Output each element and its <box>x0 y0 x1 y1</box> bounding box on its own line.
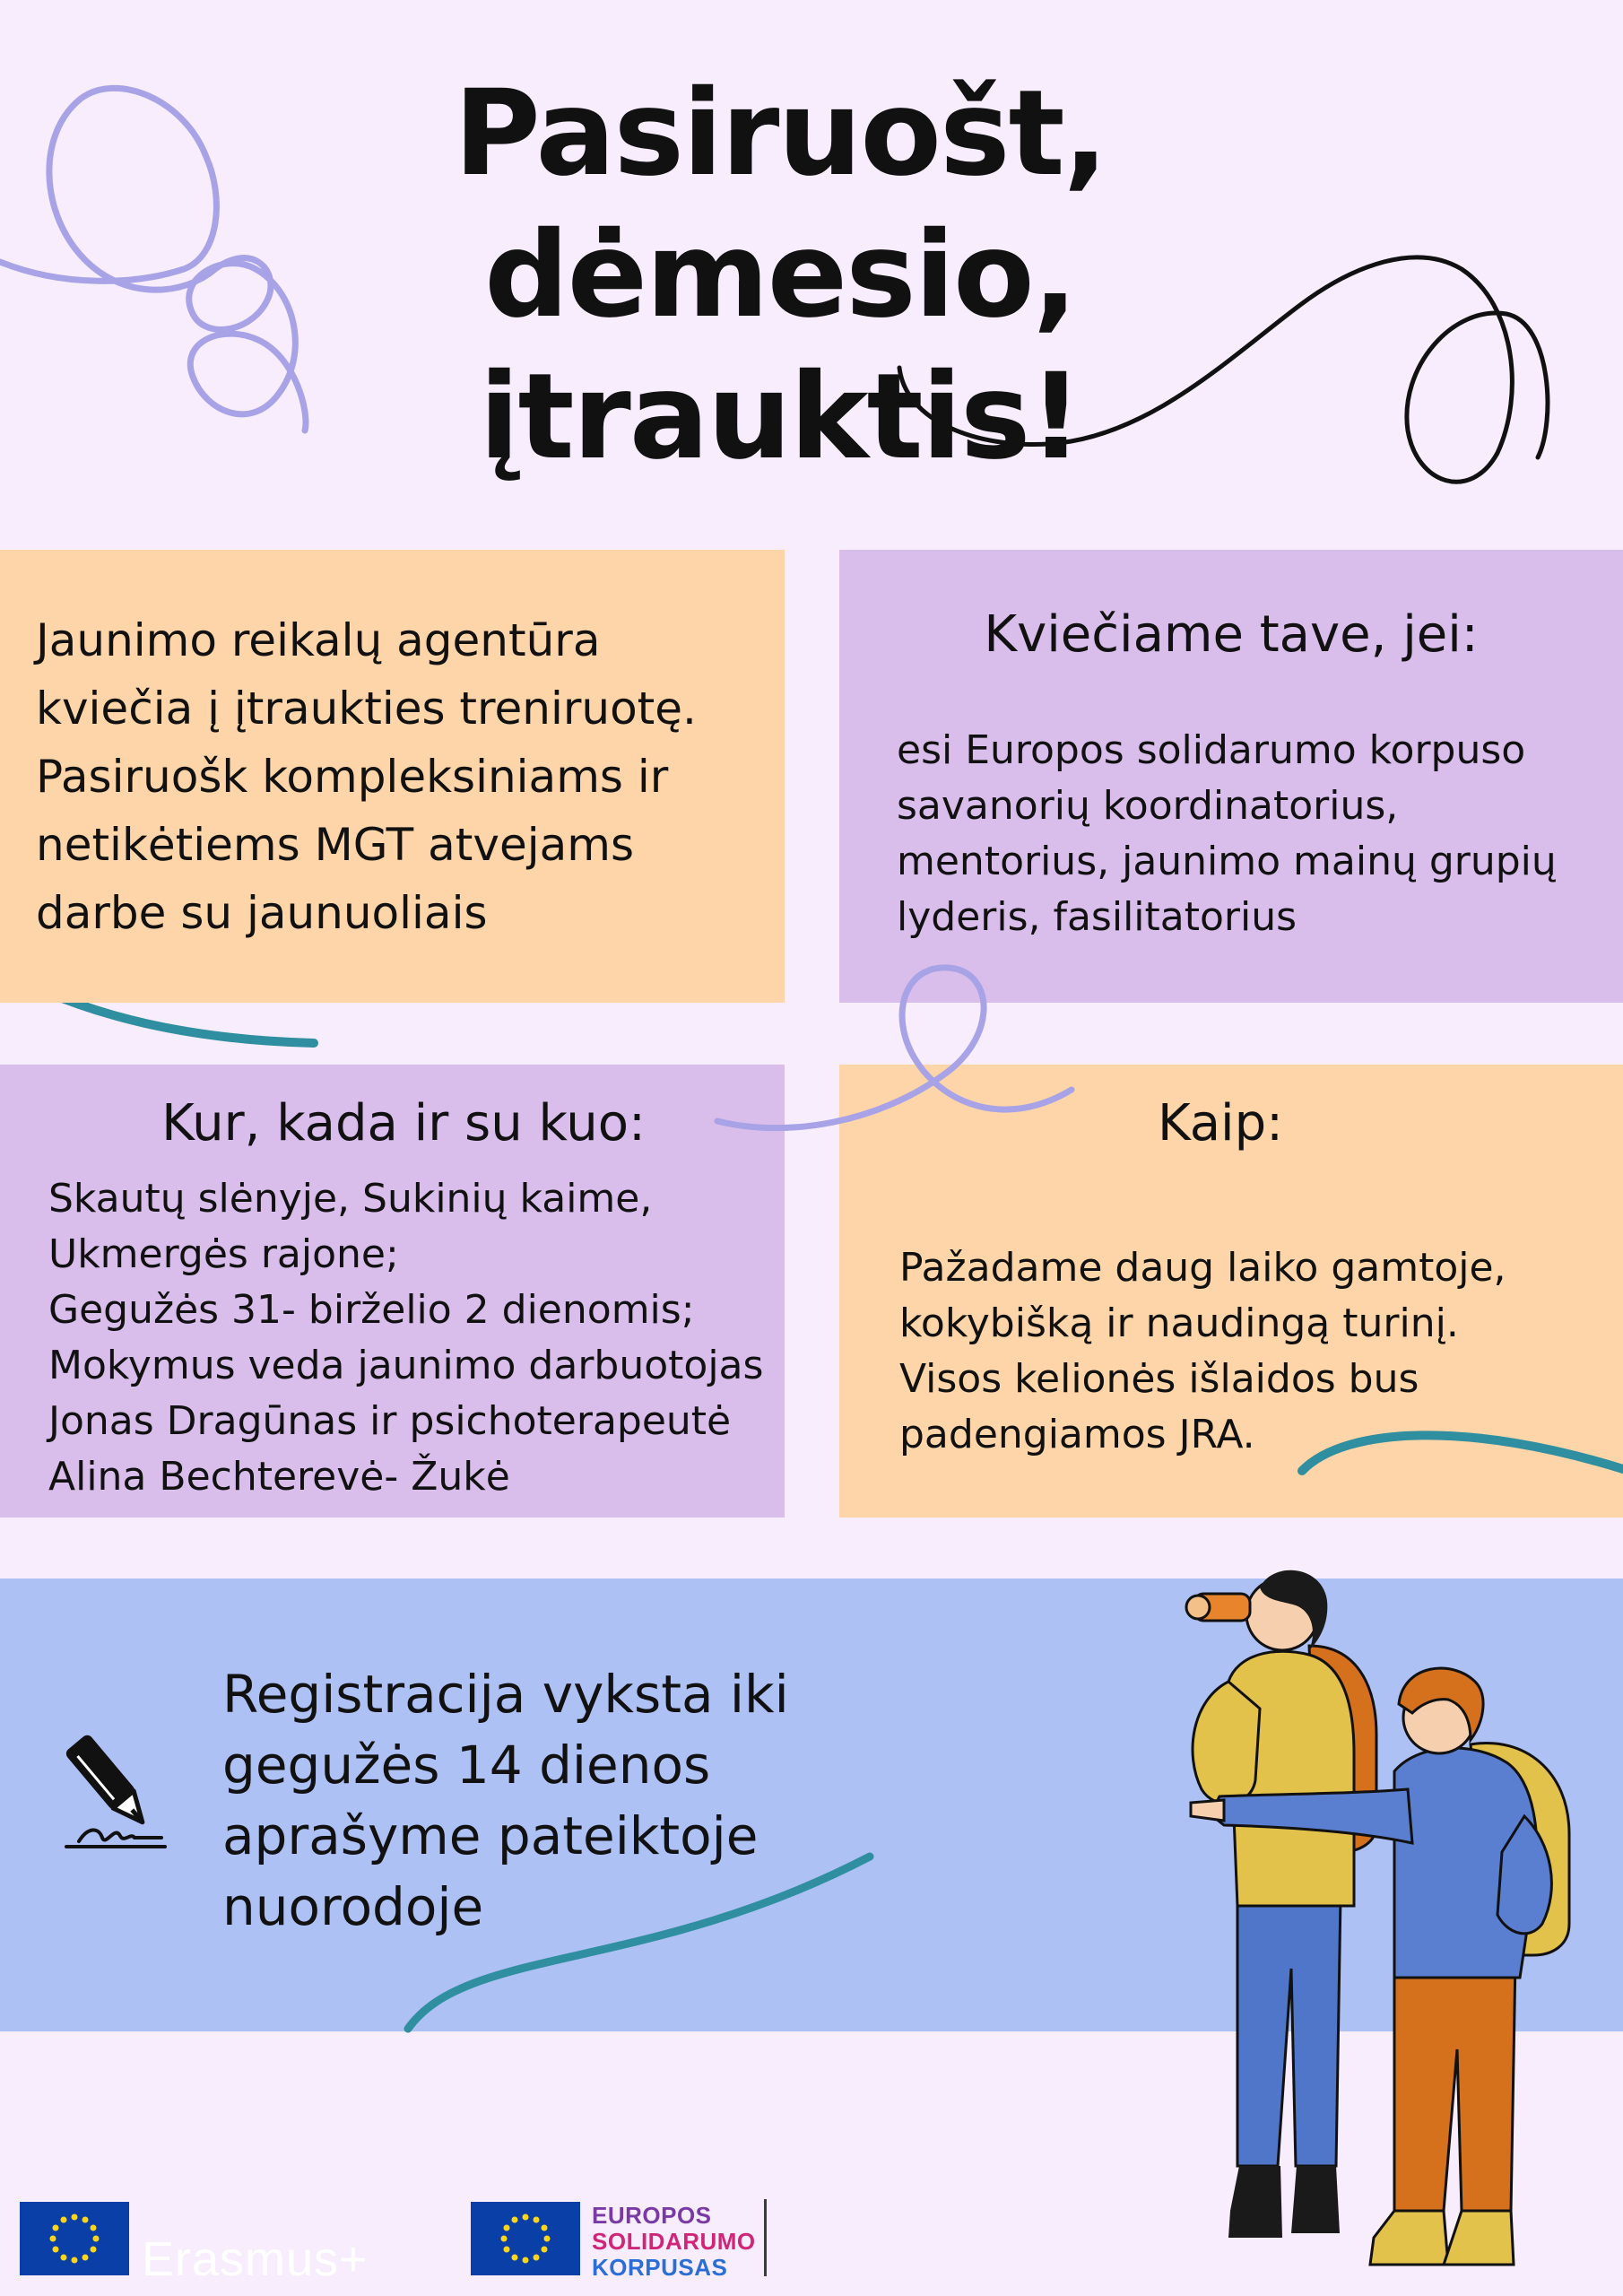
title-line-2: įtrauktis! <box>479 348 1081 486</box>
esc-logo-divider <box>764 2199 767 2276</box>
where-heading: Kur, kada ir su kuo: <box>161 1094 646 1152</box>
intro-line: netikėtiems MGT atvejams <box>36 819 634 871</box>
erasmus-eu-flag <box>20 2202 129 2275</box>
invite-line: esi Europos solidarumo korpuso <box>897 727 1526 773</box>
esc-eu-flag <box>471 2202 580 2275</box>
eu-stars <box>501 2214 551 2264</box>
eu-stars <box>50 2214 100 2264</box>
how-line: kokybišką ir naudingą turinį. <box>899 1300 1459 1346</box>
title-line-1: Pasiruošt, dėmesio, <box>454 65 1107 344</box>
how-line: Visos kelionės išlaidos bus <box>899 1356 1419 1402</box>
intro-line: kviečia į įtraukties treniruotę. <box>36 683 697 735</box>
erasmus-logo-text: Erasmus+ <box>142 2232 369 2286</box>
esc-logo-line-1: EUROPOS <box>592 2202 712 2229</box>
teal-swoosh-how <box>1302 1435 1623 1471</box>
hiker-with-binoculars <box>1186 1570 1376 2238</box>
invite-line: mentorius, jaunimo mainų grupių <box>897 839 1557 884</box>
esc-logo-line-2: SOLIDARUMO <box>592 2228 756 2255</box>
where-line: Alina Bechterevė- Žukė <box>48 1454 510 1500</box>
intro-line: darbe su jaunuoliais <box>36 887 488 939</box>
eu-stars-icon <box>20 2202 129 2275</box>
eu-stars-icon <box>471 2202 580 2275</box>
where-line: Jonas Dragūnas ir psichoterapeutė <box>48 1398 732 1444</box>
invite-line: lyderis, fasilitatorius <box>897 894 1298 940</box>
where-line: Mokymus veda jaunimo darbuotojas <box>48 1343 764 1388</box>
registration-text <box>222 1659 940 1943</box>
how-heading: Kaip: <box>1157 1094 1284 1152</box>
pen-signing-icon <box>61 1726 169 1852</box>
hikers-illustration <box>1175 1547 1596 2283</box>
registration-line: aprašyme pateiktoje <box>222 1805 759 1866</box>
where-line: Skautų slėnyje, Sukinių kaime, <box>48 1176 653 1222</box>
where-line: Gegužės 31- birželio 2 dienomis; <box>48 1287 695 1333</box>
esc-logo-line-3: KORPUSAS <box>592 2254 728 2281</box>
invite-line: savanorių koordinatorius, <box>897 783 1399 829</box>
intro-line: Pasiruošk kompleksiniams ir <box>36 751 669 803</box>
purple-loop-middle <box>717 968 1072 1128</box>
registration-line: nuorodoje <box>222 1876 484 1937</box>
registration-line: Registracija vyksta iki <box>222 1664 789 1725</box>
where-line: Ukmergės rajone; <box>48 1231 399 1277</box>
intro-line: Jaunimo reikalų agentūra <box>36 614 601 666</box>
how-line: padengiamos JRA. <box>899 1412 1255 1457</box>
registration-line: gegužės 14 dienos <box>222 1735 711 1796</box>
how-line: Pažadame daug laiko gamtoje, <box>899 1245 1506 1291</box>
invite-heading: Kviečiame tave, jei: <box>984 605 1479 664</box>
